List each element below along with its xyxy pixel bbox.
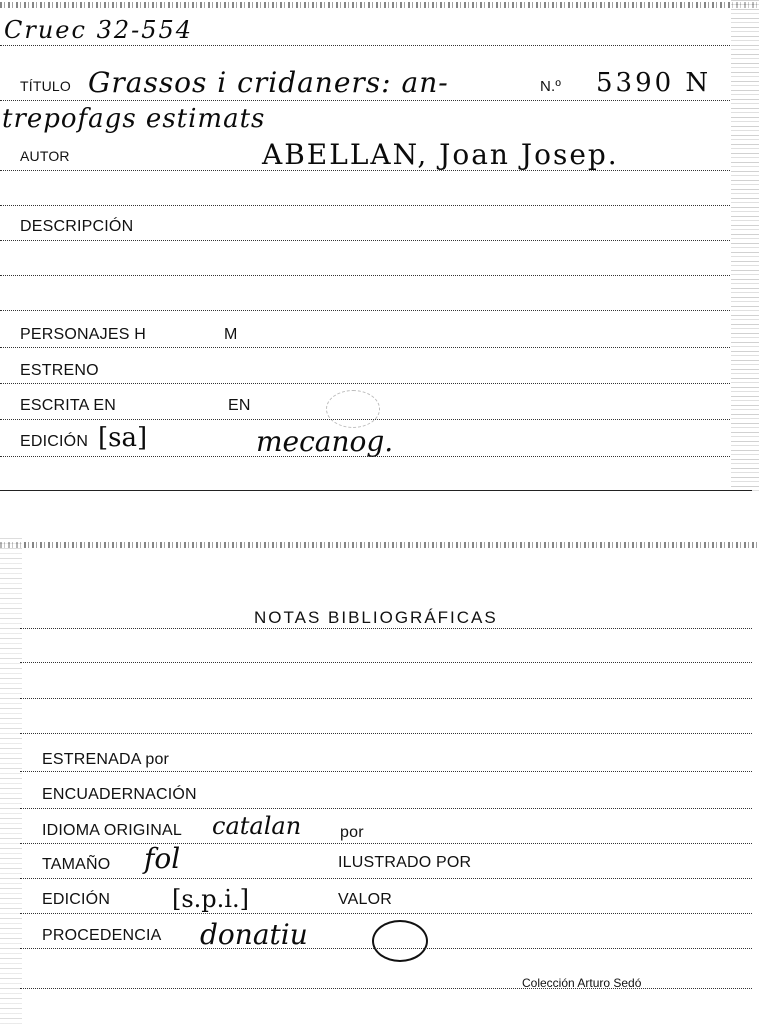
catalog-reference: Cruec 32-554 bbox=[4, 16, 194, 44]
valor-label: VALOR bbox=[338, 891, 393, 908]
card-top-edge bbox=[0, 542, 759, 548]
rule bbox=[20, 913, 752, 914]
card-top-edge bbox=[0, 2, 759, 8]
notas-bibliograficas-heading: NOTAS BIBLIOGRÁFICAS bbox=[254, 608, 498, 627]
numero-label: N.º bbox=[540, 78, 562, 95]
card-left-edge bbox=[0, 538, 22, 1028]
circled-mark bbox=[372, 920, 428, 962]
tamano-label: TAMAÑO bbox=[42, 856, 111, 873]
edicion-label: EDICIÓN bbox=[42, 891, 111, 908]
rule bbox=[20, 771, 752, 772]
titulo-line-1: Grassos i cridaners: an- bbox=[88, 66, 449, 99]
rule bbox=[20, 843, 752, 844]
rule bbox=[0, 456, 730, 457]
rule bbox=[0, 240, 730, 241]
personajes-h-label: PERSONAJES H bbox=[20, 326, 146, 343]
ilustrado-label: ILUSTRADO POR bbox=[338, 854, 472, 871]
rule bbox=[20, 662, 752, 663]
autor-label: AUTOR bbox=[20, 148, 70, 164]
procedencia-label: PROCEDENCIA bbox=[42, 927, 162, 944]
por-label: por bbox=[340, 824, 364, 841]
rule bbox=[20, 698, 752, 699]
titulo-line-2: trepofags estimats bbox=[2, 104, 266, 134]
rule bbox=[0, 205, 730, 206]
rule bbox=[0, 383, 730, 384]
tamano-value: fol bbox=[144, 842, 181, 875]
edicion-value: [sa] bbox=[98, 423, 148, 453]
numero-value: 5390 N bbox=[596, 68, 712, 98]
titulo-label: TÍTULO bbox=[20, 78, 71, 94]
idioma-value: catalan bbox=[212, 812, 302, 840]
catalog-card-front bbox=[0, 0, 759, 495]
rule bbox=[0, 170, 730, 171]
descripcion-label: DESCRIPCIÓN bbox=[20, 218, 134, 235]
rule bbox=[20, 808, 752, 809]
edicion-label: EDICIÓN bbox=[20, 433, 89, 450]
escrita-en-label: ESCRITA EN bbox=[20, 397, 116, 414]
rule bbox=[20, 628, 752, 629]
edicion-value: [s.p.i.] bbox=[172, 885, 249, 913]
procedencia-value: donatiu bbox=[200, 918, 308, 951]
rule bbox=[0, 310, 730, 311]
rule bbox=[0, 347, 730, 348]
escrita-en-location-label: EN bbox=[228, 397, 251, 414]
rule bbox=[0, 419, 730, 420]
rule bbox=[20, 733, 752, 734]
rule bbox=[20, 878, 752, 879]
card-bottom-edge bbox=[0, 490, 752, 491]
autor-value: ABELLAN, Joan Josep. bbox=[262, 138, 619, 171]
rule bbox=[0, 275, 730, 276]
personajes-m-label: M bbox=[224, 326, 238, 343]
rule bbox=[0, 45, 730, 46]
rule bbox=[0, 100, 730, 101]
card-right-edge bbox=[731, 0, 759, 495]
idioma-label: IDIOMA ORIGINAL bbox=[42, 822, 182, 839]
estreno-label: ESTRENO bbox=[20, 362, 99, 379]
edicion-value-2: mecanog. bbox=[256, 425, 394, 458]
estrenada-label: ESTRENADA por bbox=[42, 751, 170, 768]
rule bbox=[20, 948, 752, 949]
encuadernacion-label: ENCUADERNACIÓN bbox=[42, 786, 197, 803]
catalog-card-back bbox=[0, 538, 759, 1028]
paper-smudge bbox=[326, 390, 380, 428]
rule bbox=[20, 988, 752, 989]
collection-label: Colección Arturo Sedó bbox=[522, 976, 642, 990]
